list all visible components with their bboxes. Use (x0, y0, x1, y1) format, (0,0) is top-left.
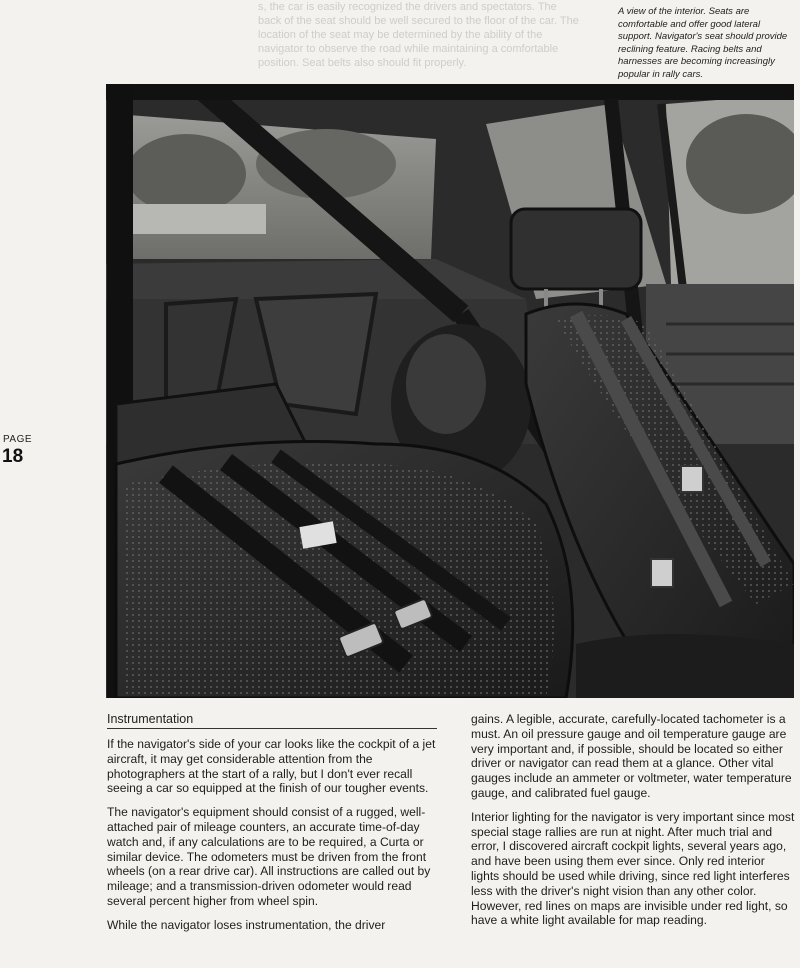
section-heading: Instrumentation (107, 712, 437, 729)
interior-photo-drawing (106, 84, 794, 698)
paragraph: gains. A legible, accurate, carefully-located tachometer is a must. An oil pressure gauge and oil temperature gauge are very important and, if possible, should be located so either driver or navigator can read them at a glance. Other vital gauges include an ammeter or voltmeter, water temperature gauge, and calibrated fuel gauge. (471, 712, 792, 800)
paragraph: While the navigator loses instrumentation, the driver (107, 917, 386, 932)
bleed-line: location of the seat may be determined by the ability of the (258, 29, 543, 41)
bleed-line: navigator to observe the road while maintaining a comfortable (258, 43, 559, 55)
bleed-line: s, the car is easily recognized the drivers and spectators. The (258, 1, 557, 13)
bleed-line: position. Seat belts also should fit properly. (258, 57, 467, 69)
paragraph: If the navigator's side of your car looks like the cockpit of a jet aircraft, it may get considerable attention from the photographers at the start of a rally, but I don't ever recall seeing a car so equipped at the finish of our tougher events. (107, 737, 436, 796)
interior-photo (106, 84, 794, 698)
page-label: PAGE (3, 434, 33, 445)
bleed-through-text (258, 0, 638, 80)
bleed-line: back of the seat should be well secured to the floor of the car. The (258, 15, 579, 27)
paragraph: The navigator's equipment should consist of a rugged, well-attached pair of mileage counters, an accurate time-of-day watch and, if any calculations are to be required, a Curta or similar device. The odometers must be driven from the front wheels (on a rear drive car). All instructions are called out by mileage; and a transmission-driven odometer would read several percent higher from wheel spin. (107, 805, 431, 908)
page-number: 18 (2, 446, 24, 467)
paragraph: Interior lighting for the navigator is very important since most special stage rallies are run at night. After much trial and error, I discovered aircraft cockpit lights, several years ago, and have been using them ever since. Only red interior lights should be used while driving, since red light interferes less with the driver's night vision than any other color. However, red lines on maps are invisible under red light, so have a white light available for map reading. (471, 809, 795, 928)
right-column (471, 712, 796, 937)
photo-caption: A view of the interior. Seats are comfortable and offer good lateral support. Navigator's seat should provide reclining feature. Racing belts and harnesses are becoming increasingly popular in rally cars. (618, 6, 788, 80)
left-column (107, 712, 437, 942)
